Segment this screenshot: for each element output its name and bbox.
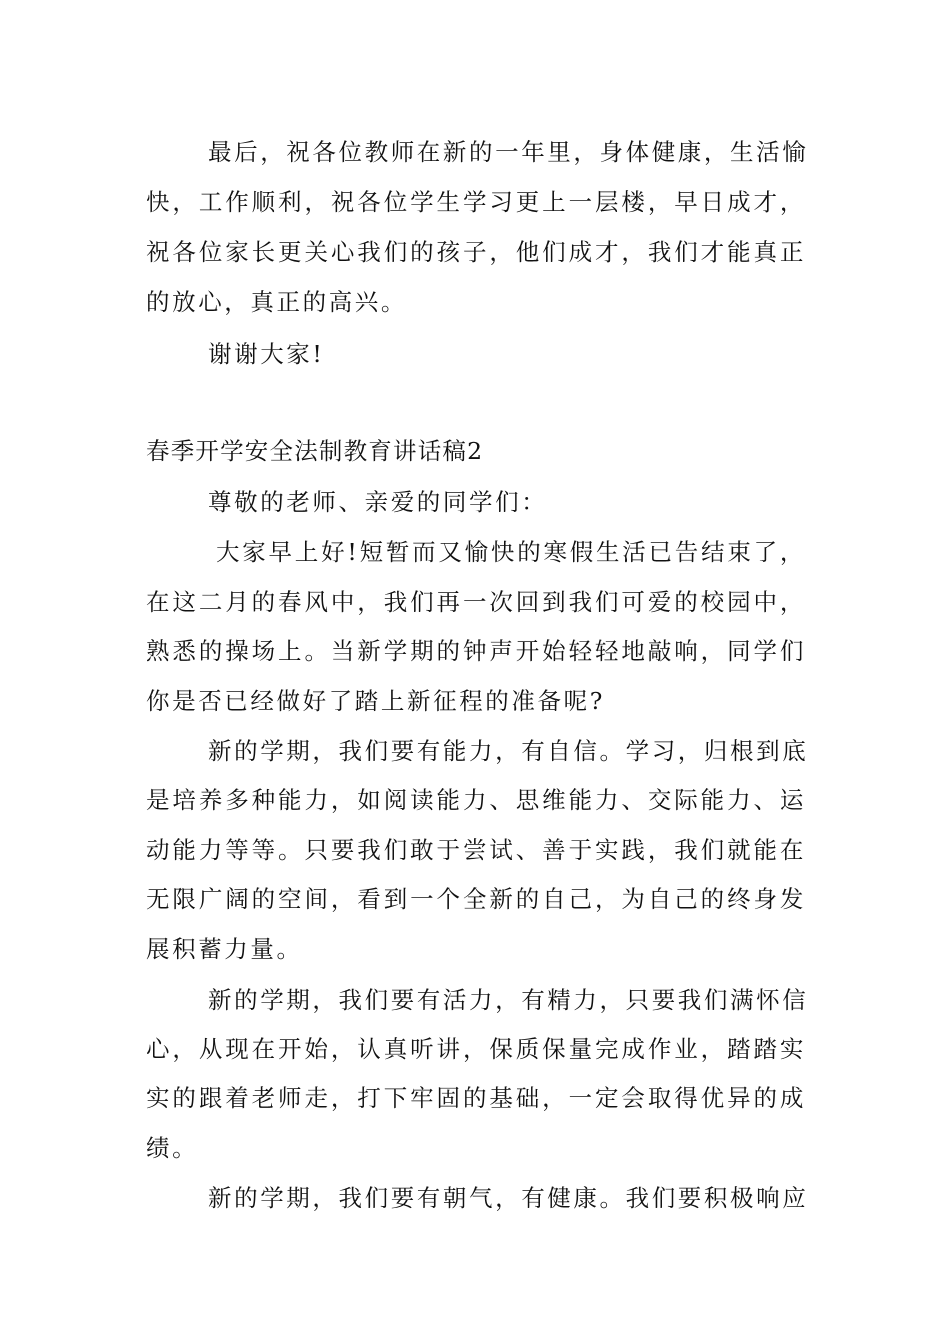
p1-line-4: 你是否已经做好了踏上新征程的准备呢? (146, 687, 605, 715)
p2-line-5: 展积蓄力量。 (146, 935, 303, 963)
p4-line-1: 新的学期，我们要有朝气，有健康。我们要积极响应 (208, 1184, 809, 1212)
p1-line-3: 熟悉的操场上。当新学期的钟声开始轻轻地敲响，同学们 (146, 637, 806, 665)
p3-line-1: 新的学期，我们要有活力，有精力，只要我们满怀信 (208, 986, 809, 1014)
closing-line-3: 祝各位家长更关心我们的孩子，他们成才，我们才能真正 (146, 238, 806, 266)
closing-line-1: 最后，祝各位教师在新的一年里，身体健康，生活愉 (208, 138, 809, 166)
p3-line-3: 实的跟着老师走，打下牢固的基础，一定会取得优异的成 (146, 1084, 806, 1112)
p1-line-1: 大家早上好!短暂而又愉快的寒假生活已告结束了， (216, 538, 806, 566)
salutation: 尊敬的老师、亲爱的同学们： (208, 488, 548, 516)
section-heading: 春季开学安全法制教育讲话稿2 (146, 437, 484, 465)
thanks-line: 谢谢大家! (208, 340, 325, 368)
p2-line-4: 无限广阔的空间，看到一个全新的自己，为自己的终身发 (146, 885, 806, 913)
p1-line-2: 在这二月的春风中，我们再一次回到我们可爱的校园中， (146, 588, 806, 616)
p2-line-2: 是培养多种能力，如阅读能力、思维能力、交际能力、运 (146, 786, 806, 814)
p2-line-1: 新的学期，我们要有能力，有自信。学习，归根到底 (208, 737, 809, 765)
p3-line-2: 心，从现在开始，认真听讲，保质保量完成作业，踏踏实 (146, 1035, 806, 1063)
p3-line-4: 绩。 (146, 1134, 199, 1162)
closing-line-2: 快，工作顺利，祝各位学生学习更上一层楼，早日成才， (146, 188, 806, 216)
closing-line-4: 的放心，真正的高兴。 (146, 288, 407, 316)
p2-line-3: 动能力等等。只要我们敢于尝试、善于实践，我们就能在 (146, 836, 806, 864)
